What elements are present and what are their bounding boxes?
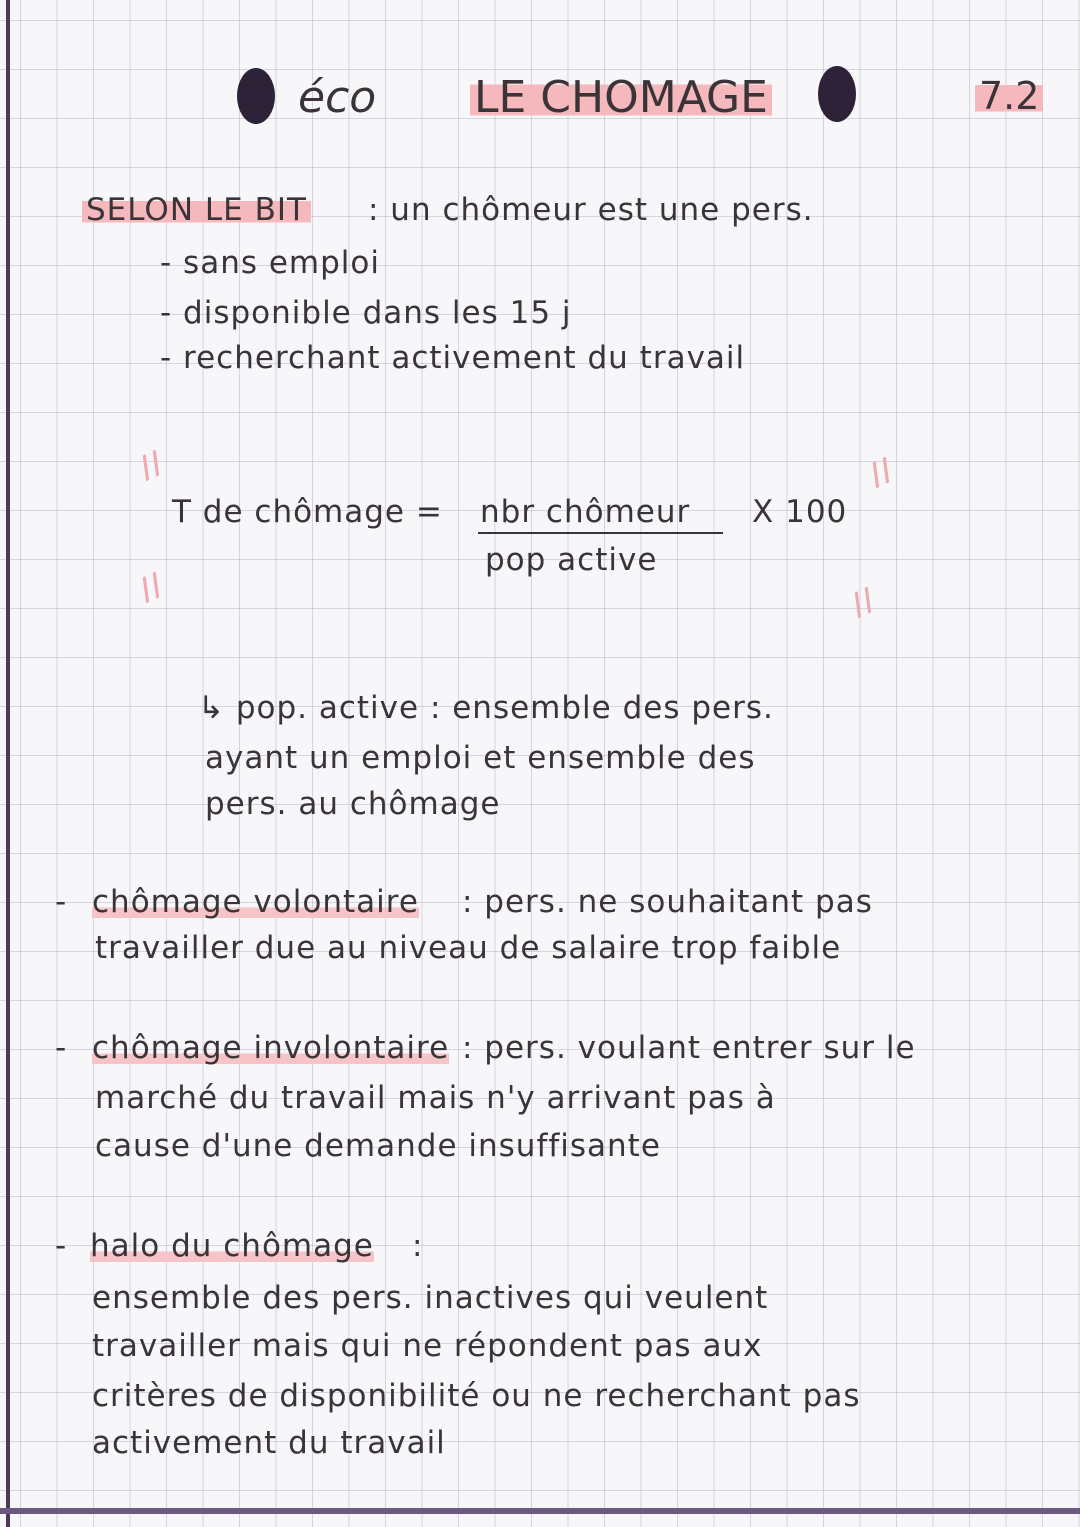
section-dash: - [55,1228,68,1264]
definition-text: : un chômeur est une pers. [368,192,814,228]
note-line: ↳ pop. active : ensemble des pers. [198,690,774,726]
decorative-mark: // [863,452,899,493]
section-line: ensemble des pers. inactives qui veulent [92,1280,769,1316]
criterion: - sans emploi [160,245,380,281]
formula-multiplier: X 100 [752,494,848,530]
section-line: : pers. ne souhaitant pas [462,884,873,920]
bullet-dot-icon [818,66,856,122]
formula-left: T de chômage = [172,494,443,530]
decorative-mark: // [133,567,169,608]
page-bottom-edge [0,1508,1080,1514]
section-term: chômage volontaire [92,884,419,920]
note-line: ayant un emploi et ensemble des [205,740,756,776]
section-line: : pers. voulant entrer sur le [462,1030,916,1066]
criterion: - disponible dans les 15 j [160,295,572,331]
note-line: pers. au chômage [205,786,501,822]
section-term: halo du chômage [90,1228,374,1264]
section-line: travailler due au niveau de salaire trop faible [95,930,842,966]
section-line: travailler mais qui ne répondent pas aux [92,1328,763,1364]
subject-label: éco [298,72,377,123]
bullet-dot-icon [237,68,275,124]
section-line: : [412,1228,424,1264]
criterion: - recherchant activement du travail [160,340,746,376]
section-dash: - [55,1030,68,1066]
section-line: marché du travail mais n'y arrivant pas à [95,1080,776,1116]
section-dash: - [55,884,68,920]
page-title: LE CHOMAGE [470,72,772,123]
section-line: critères de disponibilité ou ne recherchant pas [92,1378,861,1414]
page-number: 7.2 [975,74,1043,118]
section-term: chômage involontaire [92,1030,450,1066]
formula-numerator: nbr chômeur [480,494,691,530]
formula-denominator: pop active [485,542,658,578]
section-line: activement du travail [92,1425,446,1461]
decorative-mark: // [845,582,881,623]
decorative-mark: // [133,445,169,486]
section-line: cause d'une demande insuffisante [95,1128,661,1164]
margin-line [6,0,10,1527]
definition-label: SELON LE BIT [82,192,311,228]
fraction-bar [478,532,723,534]
